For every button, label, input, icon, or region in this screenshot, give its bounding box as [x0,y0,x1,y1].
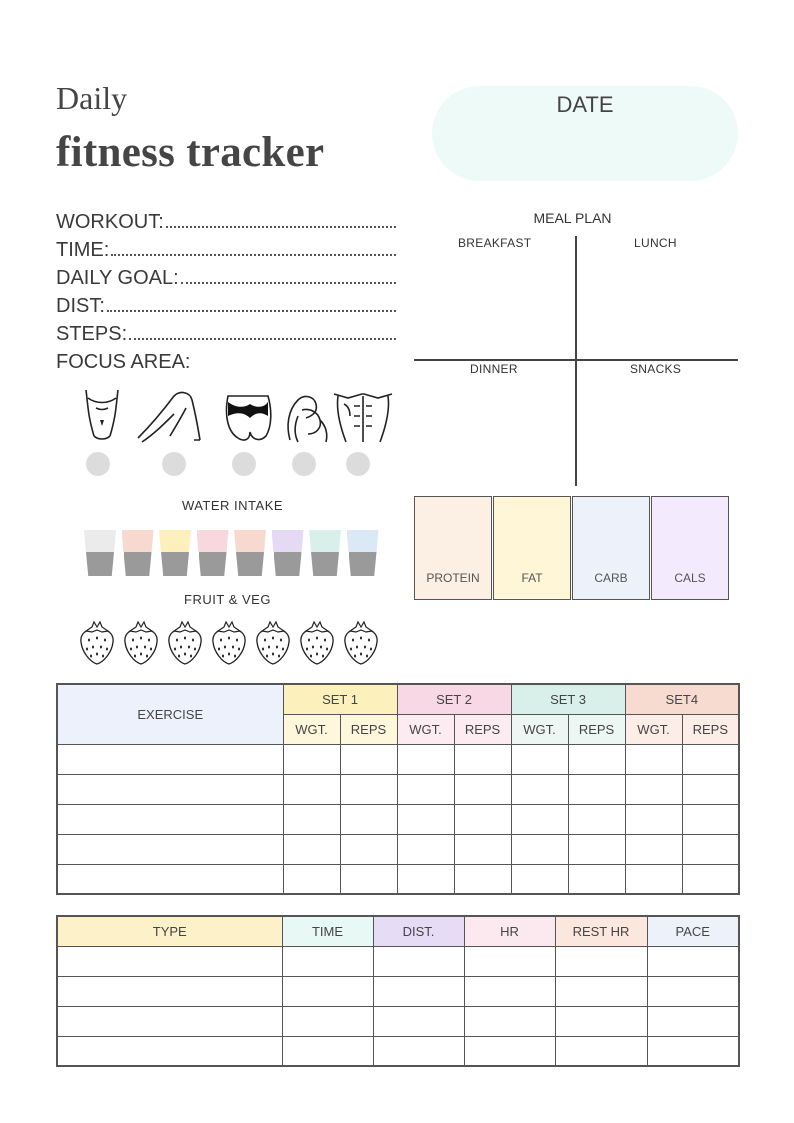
exercise-name-cell[interactable] [57,834,283,864]
cardio-cell[interactable] [57,946,282,976]
exercise-name-cell[interactable] [57,774,283,804]
water-glasses [84,530,384,578]
set-value-cell[interactable] [283,744,340,774]
lunch-label: LUNCH [634,236,677,250]
water-glass-fill [274,552,302,576]
fruit-veg-label: FRUIT & VEG [184,592,271,607]
time-label: TIME: [56,239,110,261]
focus-area-label: FOCUS AREA: [56,351,191,373]
exercise-header: EXERCISE [57,684,283,744]
cardio-cell[interactable] [647,946,739,976]
water-glass-rim [197,530,229,552]
water-glass-rim [347,530,379,552]
set-value-cell[interactable] [340,804,397,834]
date-field[interactable] [432,86,738,181]
legs-icon [134,386,204,448]
macro-fat[interactable] [493,496,571,600]
rest-hr-header: REST HR [555,916,647,946]
focus-item-arms[interactable] [280,386,336,481]
exercise-row [57,834,739,864]
set-value-cell[interactable] [682,744,739,774]
macro-cals-label: CALS [674,571,706,585]
cardio-cell[interactable] [647,976,739,1006]
strawberry-icon[interactable] [78,620,116,666]
exercise-row [57,864,739,894]
set-value-cell[interactable] [511,774,568,804]
dinner-label: DINNER [470,362,518,376]
exercise-name-cell[interactable] [57,864,283,894]
focus-item-hips[interactable] [74,386,130,481]
focus-checkbox-abs[interactable] [346,452,370,476]
set3-wgt-header: WGT. [511,714,568,744]
set-value-cell[interactable] [283,804,340,834]
focus-area-field [56,346,396,374]
set2-reps-header: REPS [454,714,511,744]
set-value-cell[interactable] [625,864,682,894]
hips-icon [74,386,130,448]
cardio-row [57,1036,739,1066]
glutes-icon [220,386,276,448]
set-value-cell[interactable] [568,774,625,804]
set-value-cell[interactable] [340,834,397,864]
cardio-cell[interactable] [282,1036,373,1066]
set4-wgt-header: WGT. [625,714,682,744]
meal-plan-vertical-divider [575,236,577,486]
cardio-cell[interactable] [373,1006,464,1036]
cardio-cell[interactable] [647,1006,739,1036]
cardio-cell[interactable] [555,946,647,976]
water-glass-rim [309,530,341,552]
strawberry-icon[interactable] [298,620,336,666]
steps-line [129,338,396,340]
cardio-table [56,915,740,1067]
set2-wgt-header: WGT. [397,714,454,744]
set-value-cell[interactable] [397,834,454,864]
water-glass-rim [122,530,154,552]
cardio-cell[interactable] [464,1006,555,1036]
cardio-cell[interactable] [373,976,464,1006]
meal-plan-horizontal-divider [414,359,738,361]
water-glass[interactable] [272,530,304,576]
focus-item-glutes[interactable] [220,386,276,481]
meal-plan-title: MEAL PLAN [533,210,612,226]
dist-field[interactable] [56,290,396,318]
set-value-cell[interactable] [454,744,511,774]
cardio-cell[interactable] [373,1036,464,1066]
set-value-cell[interactable] [625,834,682,864]
water-glass-rim [159,530,191,552]
water-glass-rim [234,530,266,552]
set2-header: SET 2 [397,684,511,714]
set3-header: SET 3 [511,684,625,714]
cardio-cell[interactable] [555,1006,647,1036]
daily-goal-field[interactable] [56,262,396,290]
focus-checkbox-arms[interactable] [292,452,316,476]
water-glass[interactable] [197,530,229,576]
hr-header: HR [464,916,555,946]
focus-area-icons [74,386,394,481]
cardio-cell[interactable] [555,1036,647,1066]
workout-line [166,226,396,228]
strawberry-icon[interactable] [254,620,292,666]
daily-goal-line [181,282,396,284]
focus-checkbox-glutes[interactable] [232,452,256,476]
daily-goal-label: DAILY GOAL: [56,267,179,289]
water-glass[interactable] [159,530,191,576]
abs-icon [332,386,394,448]
set-value-cell[interactable] [511,834,568,864]
type-header: TYPE [57,916,282,946]
set4-reps-header: REPS [682,714,739,744]
strawberry-icon[interactable] [122,620,160,666]
title-daily: Daily [56,80,128,116]
focus-checkbox-hips[interactable] [86,452,110,476]
set-value-cell[interactable] [454,834,511,864]
water-glass[interactable] [84,530,116,576]
set-value-cell[interactable] [682,804,739,834]
set-value-cell[interactable] [568,804,625,834]
set-value-cell[interactable] [625,804,682,834]
time-header: TIME [282,916,373,946]
set-value-cell[interactable] [511,804,568,834]
set-value-cell[interactable] [682,834,739,864]
set1-wgt-header: WGT. [283,714,340,744]
cardio-cell[interactable] [57,1036,282,1066]
exercise-row [57,804,739,834]
focus-item-legs[interactable] [134,386,190,481]
pace-header: PACE [647,916,739,946]
set-value-cell[interactable] [454,864,511,894]
set-value-cell[interactable] [625,774,682,804]
cardio-cell[interactable] [464,976,555,1006]
water-glass-fill [86,552,114,576]
breakfast-label: BREAKFAST [458,236,532,250]
set-value-cell[interactable] [340,864,397,894]
strawberry-icon[interactable] [210,620,248,666]
exercise-table [56,683,740,895]
water-glass-rim [84,530,116,552]
set-value-cell[interactable] [625,744,682,774]
exercise-row [57,774,739,804]
strawberry-icon[interactable] [342,620,380,666]
set-value-cell[interactable] [397,744,454,774]
arms-icon [280,386,336,448]
cardio-cell[interactable] [555,976,647,1006]
cardio-cell[interactable] [282,946,373,976]
set-value-cell[interactable] [283,834,340,864]
steps-label: STEPS: [56,323,128,345]
exercise-name-cell[interactable] [57,804,283,834]
water-glass[interactable] [122,530,154,576]
water-glass-fill [199,552,227,576]
water-intake-label: WATER INTAKE [181,498,284,513]
workout-field[interactable] [56,206,396,234]
macro-fat-label: FAT [521,571,543,585]
cardio-cell[interactable] [57,1006,282,1036]
set-value-cell[interactable] [568,834,625,864]
water-glass-fill [161,552,189,576]
exercise-name-cell[interactable] [57,744,283,774]
strawberry-icon[interactable] [166,620,204,666]
set-value-cell[interactable] [340,774,397,804]
set-value-cell[interactable] [568,864,625,894]
cardio-cell[interactable] [464,1036,555,1066]
water-glass-fill [124,552,152,576]
snacks-label: SNACKS [630,362,682,376]
macro-carb-label: CARB [594,571,628,585]
set-value-cell[interactable] [283,774,340,804]
water-glass-fill [236,552,264,576]
macro-protein[interactable] [414,496,492,600]
date-label: DATE [556,92,614,117]
water-glass-fill [349,552,377,576]
set-value-cell[interactable] [397,804,454,834]
cardio-row [57,1006,739,1036]
steps-field[interactable] [56,318,396,346]
water-glass-fill [311,552,339,576]
page-title: fitness tracker [56,129,325,176]
water-glass[interactable] [347,530,379,576]
set-value-cell[interactable] [340,744,397,774]
cardio-cell[interactable] [282,1006,373,1036]
set-value-cell[interactable] [511,744,568,774]
exercise-row [57,744,739,774]
time-field[interactable] [56,234,396,262]
set-value-cell[interactable] [454,804,511,834]
cardio-cell[interactable] [373,946,464,976]
cardio-cell[interactable] [647,1036,739,1066]
water-glass[interactable] [234,530,266,576]
set-value-cell[interactable] [568,744,625,774]
set-value-cell[interactable] [682,864,739,894]
cardio-cell[interactable] [282,976,373,1006]
set1-reps-header: REPS [340,714,397,744]
workout-label: WORKOUT: [56,211,164,233]
fruit-veg-icons [78,620,388,670]
set-value-cell[interactable] [682,774,739,804]
set-value-cell[interactable] [454,774,511,804]
focus-checkbox-legs[interactable] [162,452,186,476]
time-line [111,254,396,256]
macro-cals[interactable] [651,496,729,600]
set4-header: SET4 [625,684,739,714]
focus-item-abs[interactable] [332,386,388,481]
set-value-cell[interactable] [397,864,454,894]
set-value-cell[interactable] [397,774,454,804]
dist-line [107,310,396,312]
dist-label: DIST: [56,295,105,317]
water-glass-rim [272,530,304,552]
cardio-row [57,976,739,1006]
set-value-cell[interactable] [511,864,568,894]
cardio-cell[interactable] [57,976,282,1006]
dist-header: DIST. [373,916,464,946]
macro-protein-label: PROTEIN [426,571,480,585]
set-value-cell[interactable] [283,864,340,894]
water-glass[interactable] [309,530,341,576]
set1-header: SET 1 [283,684,397,714]
set3-reps-header: REPS [568,714,625,744]
macro-carb[interactable] [572,496,650,600]
cardio-cell[interactable] [464,946,555,976]
cardio-row [57,946,739,976]
